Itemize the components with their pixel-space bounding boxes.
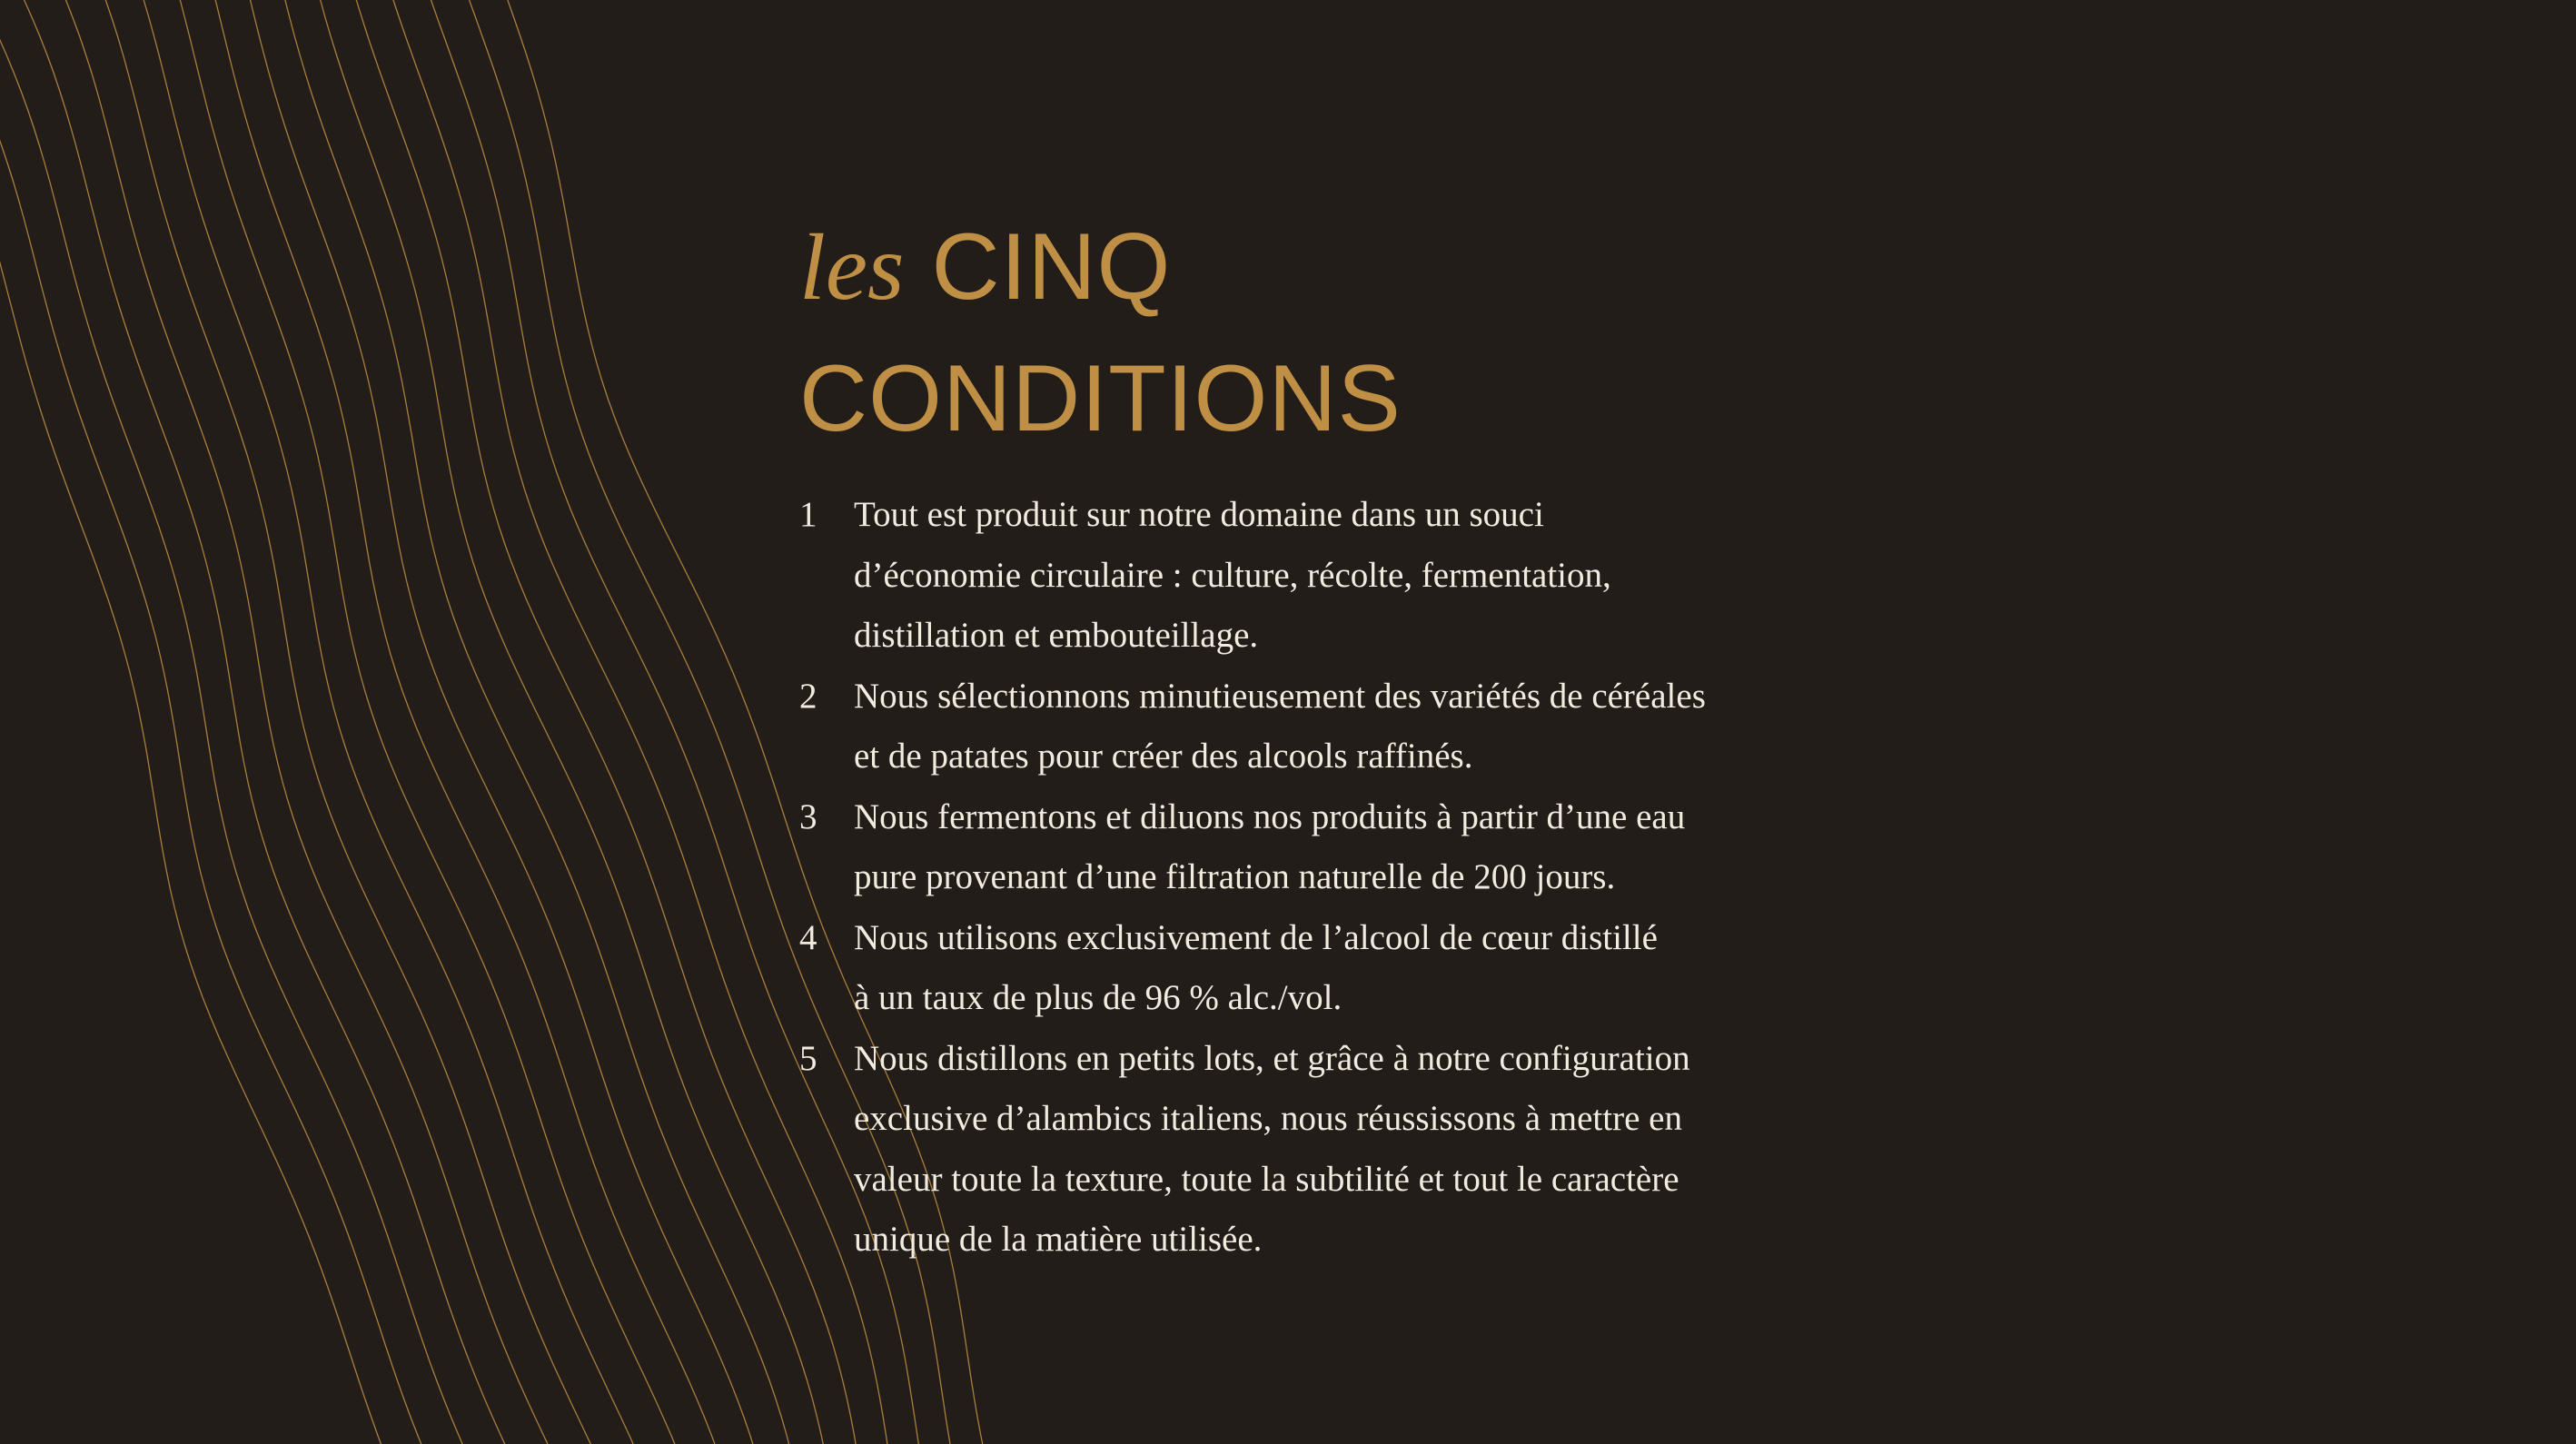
condition-number: 2 [799, 676, 817, 716]
condition-text: Nous utilisons exclusivement de l’alcool de cœur distillé à un taux de plus de 96 % alc./vol. [854, 917, 1658, 1017]
wavy-line [138, 0, 638, 1444]
wavy-line [175, 0, 679, 1444]
condition-text: Nous distillons en petits lots, et grâce à notre configuration exclusive d’alambics italiens, nous réussissons à mettre en valeur toute la texture, toute la subtilité et tout le caractère unique de la matière utilisée. [854, 1038, 1690, 1259]
wavy-line [211, 0, 718, 1444]
condition-item [799, 485, 1980, 667]
condition-number: 3 [799, 796, 817, 836]
page-title [799, 202, 1980, 465]
title-word-cinq: CINQ [931, 214, 1172, 320]
wavy-line [315, 0, 825, 1444]
condition-item [799, 667, 1980, 787]
wavy-line [0, 0, 467, 1444]
condition-item [799, 1029, 1980, 1271]
title-italic-word: les [799, 215, 905, 320]
condition-text: Nous fermentons et diluons nos produits à partir d’une eau pure provenant d’une filtration naturelle de 200 jours. [854, 796, 1686, 896]
condition-number: 5 [799, 1038, 817, 1078]
wavy-line [281, 0, 791, 1444]
condition-item [799, 908, 1980, 1029]
condition-item [799, 787, 1980, 908]
condition-number: 4 [799, 917, 817, 957]
wavy-line [0, 0, 425, 1444]
title-word-conditions: CONDITIONS [799, 346, 1402, 451]
wavy-line [15, 0, 509, 1444]
condition-text: Nous sélectionnons minutieusement des variétés de céréales et de patates pour créer des alcools raffinés. [854, 676, 1706, 776]
wavy-line [352, 0, 857, 1444]
conditions-list [799, 485, 1980, 1271]
conditions-panel [799, 202, 1980, 1271]
condition-text: Tout est produit sur notre domaine dans un souci d’économie circulaire : culture, récolte, fermentation, distillation et embouteillage. [854, 495, 1611, 655]
condition-number: 1 [799, 495, 817, 534]
wavy-line [0, 0, 384, 1444]
